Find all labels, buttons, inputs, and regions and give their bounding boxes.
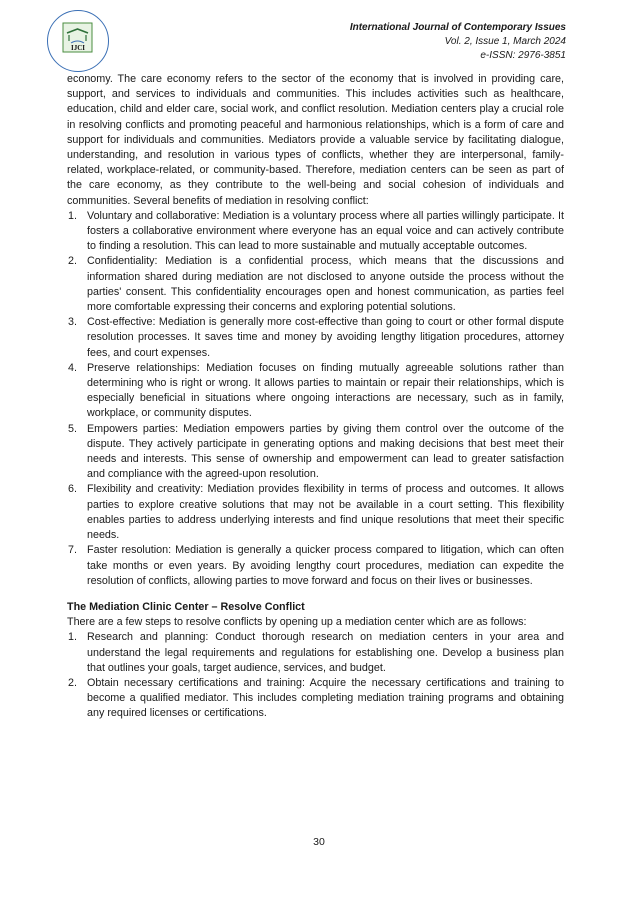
list-number: 2. xyxy=(68,255,77,268)
logo-text: IJCI xyxy=(70,44,85,52)
list-item xyxy=(67,676,564,722)
list-number: 7. xyxy=(68,544,77,557)
steps-list xyxy=(67,630,564,721)
list-item xyxy=(67,209,564,255)
journal-issn: e-ISSN: 2976-3851 xyxy=(480,50,566,62)
list-item xyxy=(67,315,564,361)
page-number: 30 xyxy=(313,836,325,848)
list-number: 3. xyxy=(68,316,77,329)
list-item-text: Flexibility and creativity: Mediation provides flexibility in terms of process and outcomes. It allows parties to explore creative solutions that may not be available in a court setting. This flexibility enables parties to address underlying interests and find unique resolutions that meet their specific needs. xyxy=(87,483,564,542)
journal-volume: Vol. 2, Issue 1, March 2024 xyxy=(444,36,566,48)
list-item-text: Confidentiality: Mediation is a confidential process, which means that the discussions and information shared during mediation are not disclosed to anyone outside the process without the parties' consent. This confidentiality encourages open and honest communication, as parties feel more comfortable expressing their concerns and exploring potential solutions. xyxy=(87,255,564,314)
list-item xyxy=(67,422,564,483)
list-item-text: Voluntary and collaborative: Mediation is a voluntary process where all parties willingly participate. It fosters a collaborative environment where everyone has an equal voice and can actively contribute to finding a resolution. This can lead to more sustainable and mutually acceptable outcomes. xyxy=(87,209,564,253)
list-item xyxy=(67,482,564,543)
list-number: 1. xyxy=(68,209,77,222)
list-item-text: Preserve relationships: Mediation focuses on finding mutually agreeable solutions rather than determining who is right or wrong. It allows parties to maintain or repair their relationships, which is especially beneficial in situations where ongoing interactions are necessary, such as in family, workplace, or community disputes. xyxy=(87,361,564,420)
list-item-text: Cost-effective: Mediation is generally more cost-effective than going to court or other formal dispute resolution processes. It saves time and money by avoiding lengthy litigation procedures, attorney fees, and court expenses. xyxy=(87,316,564,359)
benefits-list xyxy=(67,209,564,589)
list-item-text: Faster resolution: Mediation is generally a quicker process compared to litigation, which can often take months or even years. By avoiding lengthy court procedures, mediation can expedite the resolution of conflicts, allowing parties to move forward and focus on their lives or businesses. xyxy=(87,544,564,587)
article-body xyxy=(67,72,564,722)
list-number: 4. xyxy=(68,361,77,374)
list-number: 6. xyxy=(68,483,77,496)
list-item xyxy=(67,630,564,676)
list-number: 5. xyxy=(68,422,77,435)
list-item-text: Research and planning: Conduct thorough research on mediation centers in your area and understand the legal requirements and regulations for establishing one. Develop a business plan that outlines your goals, target audience, services, and budget. xyxy=(87,631,564,674)
section-intro: There are a few steps to resolve conflicts by opening up a mediation center which are as follows: xyxy=(67,616,527,629)
list-item xyxy=(67,361,564,422)
section-heading: The Mediation Clinic Center – Resolve Conflict xyxy=(67,600,305,613)
list-item xyxy=(67,543,564,589)
list-number: 2. xyxy=(68,676,77,689)
intro-paragraph: economy. The care economy refers to the sector of the economy that is involved in providing care, support, and services to individuals and communities. This includes activities such as healthcare, education, child and elder care, social work, and conflict resolution. Mediation centers play a crucial role in resolving conflicts and promoting peaceful and harmonious relationships, which is a form of care and support for individuals and communities. Mediators provide a valuable service by facilitating dialogue, understanding, and resolution in various types of conflicts, whether they are interpersonal, family-related, workplace-related, or community-based. Therefore, mediation centers can be seen as part of the care economy, as they contribute to the well-being and social cohesion of individuals and communities. Several benefits of mediation in resolving conflict: xyxy=(67,73,564,207)
journal-header xyxy=(350,21,566,64)
journal-title: International Journal of Contemporary Issues xyxy=(349,22,566,33)
journal-logo xyxy=(47,10,109,72)
list-item-text: Obtain necessary certifications and training: Acquire the necessary certifications and training to become a qualified mediator. This includes completing mediation training programs and obtaining any required licenses or certifications. xyxy=(87,676,564,720)
list-number: 1. xyxy=(68,631,77,644)
list-item-text: Empowers parties: Mediation empowers parties by giving them control over the outcome of the dispute. They actively participate in generating options and making decisions that best meet their needs and interests. This sense of ownership and empowerment can lead to greater satisfaction and compliance with the agreed-upon resolution. xyxy=(87,422,564,481)
list-item xyxy=(67,254,564,315)
book-icon xyxy=(48,11,107,70)
